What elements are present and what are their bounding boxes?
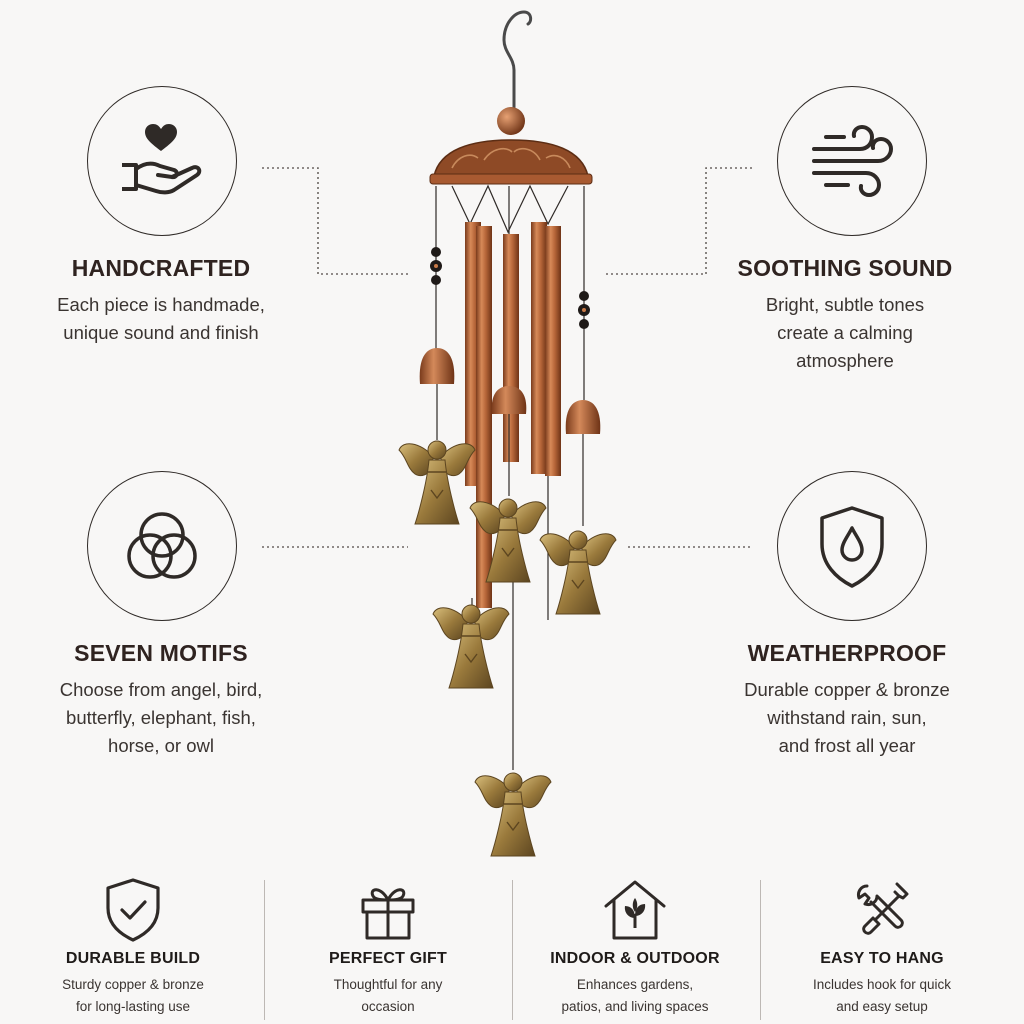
seven-motifs-desc-line-3: horse, or owl xyxy=(108,735,214,756)
durable-build-title: DURABLE BUILD xyxy=(65,950,201,967)
seven-motifs-desc-line-1: Choose from angel, bird, xyxy=(59,679,263,700)
durable-build-item xyxy=(8,876,258,1018)
soothing-sound-desc-line-3: atmosphere xyxy=(796,350,894,371)
indoor-outdoor-desc-line-2: patios, and living spaces xyxy=(561,999,709,1014)
perfect-gift-title: PERFECT GIFT xyxy=(329,950,447,967)
easy-to-hang-desc-line-1: Includes hook for quick xyxy=(812,977,952,992)
weatherproof-title: WEATHERPROOF xyxy=(747,640,947,666)
indoor-outdoor-description xyxy=(510,974,760,1018)
soothing-sound-desc-line-1: Bright, subtle tones xyxy=(765,294,925,315)
easy-to-hang-description xyxy=(757,974,1007,1018)
weatherproof-desc-line-2: withstand rain, sun, xyxy=(767,707,927,728)
soothing-sound-title: SOOTHING SOUND xyxy=(737,255,953,281)
perfect-gift-item xyxy=(263,876,513,1018)
weatherproof-desc-line-1: Durable copper & bronze xyxy=(744,679,950,700)
handcrafted-desc-line-1: Each piece is handmade, xyxy=(57,294,265,315)
seven-motifs-desc-line-2: butterfly, elephant, fish, xyxy=(66,707,256,728)
perfect-gift-description xyxy=(263,974,513,1018)
easy-to-hang-desc-line-2: and easy setup xyxy=(836,999,928,1014)
perfect-gift-desc-line-1: Thoughtful for any xyxy=(333,977,443,992)
handcrafted-title: HANDCRAFTED xyxy=(71,255,251,281)
indoor-outdoor-desc-line-1: Enhances gardens, xyxy=(576,977,694,992)
house-plant-icon xyxy=(602,876,668,942)
indoor-outdoor-title: INDOOR & OUTDOOR xyxy=(550,950,720,967)
perfect-gift-desc-line-2: occasion xyxy=(361,999,415,1014)
durable-build-desc-line-2: for long-lasting use xyxy=(75,999,191,1014)
angel-wind-chime-image xyxy=(380,0,650,880)
durable-build-description xyxy=(8,974,258,1018)
handcrafted-desc-line-2: unique sound and finish xyxy=(63,322,259,343)
durable-build-desc-line-1: Sturdy copper & bronze xyxy=(62,977,204,992)
soothing-sound-desc-line-2: create a calming xyxy=(777,322,913,343)
tools-icon xyxy=(849,876,915,942)
easy-to-hang-title: EASY TO HANG xyxy=(820,950,944,967)
easy-to-hang-item xyxy=(757,876,1007,1018)
gift-icon xyxy=(355,876,421,942)
seven-motifs-title: SEVEN MOTIFS xyxy=(74,640,248,666)
shield-check-icon xyxy=(100,876,166,942)
weatherproof-desc-line-3: and frost all year xyxy=(778,735,916,756)
indoor-outdoor-item xyxy=(510,876,760,1018)
